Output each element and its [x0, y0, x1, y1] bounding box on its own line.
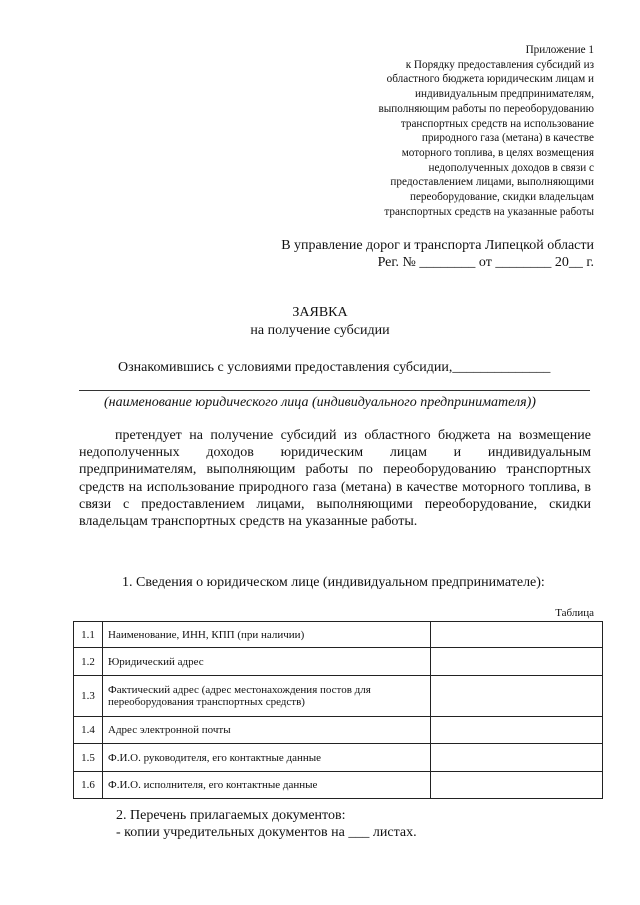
row-number: 1.3 [74, 676, 103, 717]
applicant-name-line [79, 390, 590, 391]
row-number: 1.4 [74, 717, 103, 744]
appendix-line: Приложение 1 [525, 44, 594, 56]
appendix-line: транспортных средств на использование [400, 117, 594, 130]
row-value [431, 676, 603, 717]
row-label: Ф.И.О. руководителя, его контактные данные [103, 744, 431, 772]
appendix-line: выполняющим работы по переоборудованию [378, 102, 594, 115]
row-value [431, 772, 603, 799]
row-number: 1.2 [74, 648, 103, 676]
table-label: Таблица [555, 607, 594, 619]
table-row [74, 772, 603, 799]
intro-line: Ознакомившись с условиями предоставления субсидии,______________ [118, 360, 551, 375]
row-value [431, 744, 603, 772]
registration-line: Рег. № ________ от ________ 20__ г. [377, 255, 594, 270]
table-row [74, 622, 603, 648]
appendix-note [314, 43, 594, 219]
row-label: Наименование, ИНН, КПП (при наличии) [103, 622, 431, 648]
appendix-line: предоставлением лицами, выполняющими [390, 176, 594, 189]
table-row [74, 648, 603, 676]
document-subtitle: на получение субсидии [250, 323, 390, 338]
row-value [431, 648, 603, 676]
claim-paragraph: претендует на получение субсидий из областного бюджета на возмещение недополученных доходов юридическим лицам и индивидуальным предпринимателям, выполняющим работы по переоборудованию транспортных средств на использование природного газа (метана) в качестве моторного топлива, в связи с предоставлением лицами, выполняющими переоборудование, скидки владельцам транспортных средств на указанные работы. [79, 428, 591, 530]
addressee-to: В управление дорог и транспорта Липецкой области [281, 238, 594, 253]
attached-document-item: - копии учредительных документов на ___ листах. [116, 825, 417, 840]
table-row [74, 744, 603, 772]
table-row [74, 717, 603, 744]
document-title: ЗАЯВКА [292, 305, 348, 320]
row-label: Юридический адрес [103, 648, 431, 676]
section-2-heading: 2. Перечень прилагаемых документов: [116, 808, 346, 823]
appendix-line: областного бюджета юридическим лицам и [386, 73, 594, 86]
row-label: Адрес электронной почты [103, 717, 431, 744]
applicant-info-table [73, 621, 603, 799]
appendix-line: моторного топлива, в целях возмещения [401, 146, 594, 159]
section-2 [116, 807, 417, 841]
appendix-line: транспортных средств на указанные работы [384, 205, 594, 218]
appendix-line: переоборудование, скидки владельцам [409, 191, 594, 204]
row-number: 1.5 [74, 744, 103, 772]
appendix-line: к Порядку предоставления субсидий из [405, 58, 594, 71]
appendix-line: недополученных доходов в связи с [428, 161, 594, 174]
row-number: 1.6 [74, 772, 103, 799]
row-label: Ф.И.О. исполнителя, его контактные данные [103, 772, 431, 799]
row-value [431, 622, 603, 648]
row-value [431, 717, 603, 744]
row-label: Фактический адрес (адрес местонахождения постов для переоборудования транспортных средств) [103, 676, 431, 717]
applicant-name-caption: (наименование юридического лица (индивидуального предпринимателя)) [104, 395, 536, 410]
appendix-line: индивидуальным предпринимателям, [415, 88, 594, 101]
appendix-line: природного газа (метана) в качестве [421, 132, 594, 145]
addressee-block [281, 237, 594, 271]
table-row [74, 676, 603, 717]
section-1-heading: 1. Сведения о юридическом лице (индивидуальном предпринимателе): [122, 575, 545, 590]
row-number: 1.1 [74, 622, 103, 648]
